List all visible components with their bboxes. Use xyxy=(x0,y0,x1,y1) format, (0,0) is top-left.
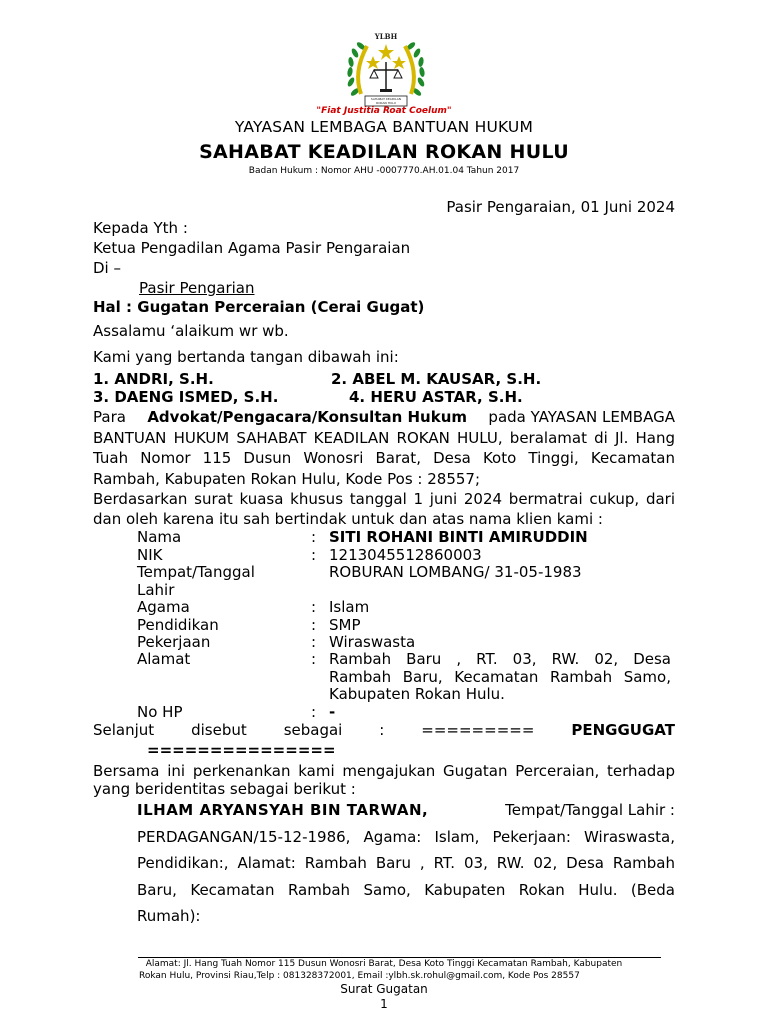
lawyer-3: 3. DAENG ISMED, S.H. xyxy=(93,388,279,406)
para-lead: Para xyxy=(93,408,126,426)
para-role: Advokat/Pengacara/Konsultan Hukum xyxy=(147,408,468,426)
client-value-address-1: Rambah Baru , RT. 03, RW. 02, Desa xyxy=(329,650,671,668)
client-colon: : xyxy=(311,598,317,616)
defendant-name: ILHAM ARYANSYAH BIN TARWAN, xyxy=(137,801,429,819)
defendant-line-3: Pendidikan:, Alamat: Rambah Baru , RT. 03, RW. 02, Desa Rambah xyxy=(137,854,675,872)
lawyer-1: 1. ANDRI, S.H. xyxy=(93,370,214,388)
client-value-name: SITI ROHANI BINTI AMIRUDDIN xyxy=(329,528,588,546)
recipient: Ketua Pengadilan Agama Pasir Pengaraian xyxy=(93,239,411,257)
lawyer-2: 2. ABEL M. KAUSAR, S.H. xyxy=(331,370,542,388)
client-label-religion: Agama xyxy=(137,598,190,616)
foundation-name: YAYASAN LEMBAGA BANTUAN HUKUM xyxy=(234,118,534,136)
client-value-phone: - xyxy=(329,703,336,721)
client-label-address: Alamat xyxy=(137,650,191,668)
client-value-religion: Islam xyxy=(329,598,370,616)
document-title: Surat Gugatan xyxy=(340,982,428,996)
client-label-phone: No HP xyxy=(137,703,183,721)
client-label-nik: NIK xyxy=(137,546,163,564)
para-tail: pada YAYASAN LEMBAGA xyxy=(488,408,675,426)
para-line-2: BANTUAN HUKUM SAHABAT KEADILAN ROKAN HULU, beralamat di Jl. Hang xyxy=(93,429,675,447)
motto: "Fiat Justitia Roat Coelum" xyxy=(316,106,452,116)
page-number: 1 xyxy=(380,997,388,1011)
kuasa-line-2: dan oleh karena itu sah bertindak untuk dan atas nama klien kami : xyxy=(93,510,603,528)
penggugat-line xyxy=(93,720,675,740)
para-line-1 xyxy=(93,407,675,427)
client-label-birth-2: Lahir xyxy=(137,581,175,599)
kuasa-line-1: Berdasarkan surat kuasa khusus tanggal 1 juni 2024 bermatrai cukup, dari xyxy=(93,490,675,508)
defendant-intro-1: Bersama ini perkenankan kami mengajukan Gugatan Perceraian, terhadap xyxy=(93,762,675,780)
para-line-4: Rambah, Kabupaten Rokan Hulu, Kode Pos : 28557; xyxy=(93,470,481,488)
client-label-occupation: Pekerjaan xyxy=(137,633,211,651)
defendant-line-2: PERDAGANGAN/15-12-1986, Agama: Islam, Pekerjaan: Wiraswasta, xyxy=(137,828,675,846)
client-label-name: Nama xyxy=(137,528,182,546)
organization-name: SAHABAT KEADILAN ROKAN HULU xyxy=(199,141,569,163)
client-colon: : xyxy=(311,616,317,634)
client-value-address-3: Kabupaten Rokan Hulu. xyxy=(329,685,505,703)
client-label-education: Pendidikan xyxy=(137,616,219,634)
defendant-line-5: Rumah): xyxy=(137,907,201,925)
intro: Kami yang bertanda tangan dibawah ini: xyxy=(93,348,399,366)
client-value-birth: ROBURAN LOMBANG/ 31-05-1983 xyxy=(329,563,582,581)
footer-address-2: Rokan Hulu, Provinsi Riau,Telp : 081328372001, Email :ylbh.sk.rohul@gmail.com, Kode Pos 28557 xyxy=(139,971,580,981)
subject: Hal : Gugatan Perceraian (Cerai Gugat) xyxy=(93,298,425,316)
lawyer-4: 4. HERU ASTAR, S.H. xyxy=(349,388,523,406)
client-label-birth: Tempat/Tanggal xyxy=(137,563,255,581)
defendant-line-4: Baru, Kecamatan Rambah Samo, Kabupaten Rokan Hulu. (Beda xyxy=(137,881,675,899)
place-date: Pasir Pengaraian, 01 Juni 2024 xyxy=(446,198,675,216)
logo-ribbon-text: SAHABAT KEADILAN ROKAN HULU xyxy=(370,97,402,105)
defendant-line-1 xyxy=(137,800,675,820)
recipient-city: Pasir Pengarian xyxy=(139,279,255,297)
penggugat-w2: disebut xyxy=(191,721,247,739)
logo-text: YLBH xyxy=(374,32,398,41)
penggugat-w3: sebagai xyxy=(283,721,343,739)
para-line-3: Tuah Nomor 115 Dusun Wonosri Barat, Desa Koto Tinggi, Kecamatan xyxy=(93,449,675,467)
client-colon: : xyxy=(311,528,317,546)
client-colon: : xyxy=(311,650,317,668)
client-value-nik: 1213045512860003 xyxy=(329,546,482,564)
penggugat-colon: : xyxy=(379,721,385,739)
defendant-intro-2: yang beridentitas sebagai berikut : xyxy=(93,780,356,798)
client-value-address-2: Rambah Baru, Kecamatan Rambah Samo, xyxy=(329,668,671,686)
client-colon: : xyxy=(311,703,317,721)
penggugat-w1: Selanjut xyxy=(93,721,155,739)
footer-address-1: Alamat: Jl. Hang Tuah Nomor 115 Dusun Wonosri Barat, Desa Koto Tinggi Kecamatan Rambah, Kabupaten xyxy=(145,959,623,969)
client-value-education: SMP xyxy=(329,616,361,634)
penggugat-word: PENGGUGAT xyxy=(571,721,675,739)
client-value-occupation: Wiraswasta xyxy=(329,633,416,651)
greeting: Assalamu ‘alaikum wr wb. xyxy=(93,322,289,340)
client-colon: : xyxy=(311,633,317,651)
legal-entity: Badan Hukum : Nomor AHU -0007770.AH.01.04 Tahun 2017 xyxy=(248,166,520,176)
penggugat-eq2: =============== xyxy=(147,741,336,759)
defendant-birth-label: Tempat/Tanggal Lahir : xyxy=(505,801,675,819)
client-colon: : xyxy=(311,546,317,564)
di-line: Di – xyxy=(93,259,121,277)
penggugat-eq1: ========= xyxy=(421,721,535,739)
to-line: Kepada Yth : xyxy=(93,219,188,237)
